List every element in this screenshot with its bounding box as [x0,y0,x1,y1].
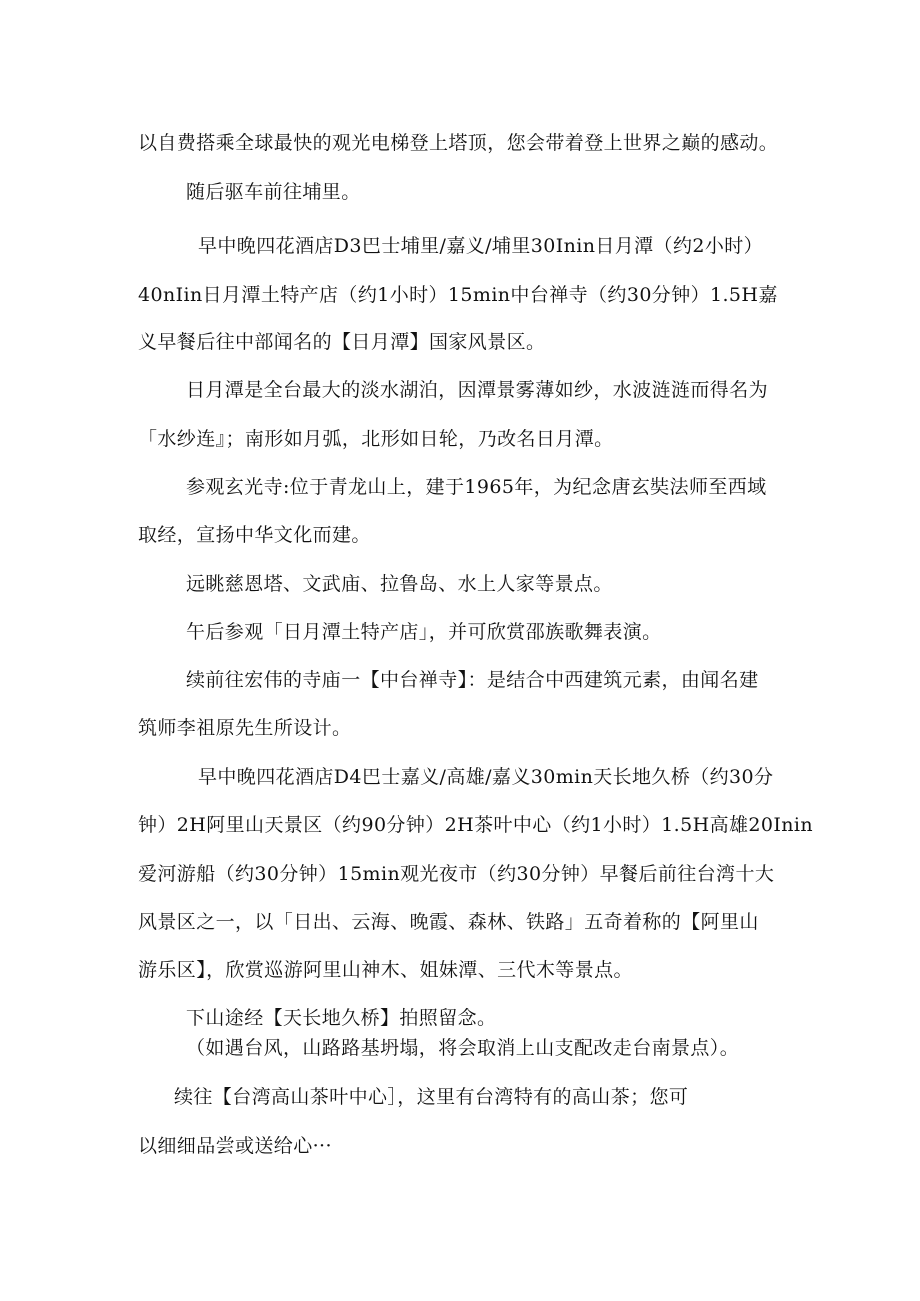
paragraph-line: 远眺慈恩塔、文武庙、拉鲁岛、水上人家等景点。 [186,573,613,595]
paragraph-line: 「水纱连』；南形如月弧，北形如日轮，乃改名日月潭。 [138,428,614,450]
paragraph-line: 40nIin日月潭土特产店（约1小时）15min中台禅寺（约30分钟）1.5H嘉 [138,284,778,306]
paragraph-line: 风景区之一，以「日出、云海、晚霞、森林、铁路」五奇着称的【阿里山 [138,911,759,933]
paragraph-line: （如遇台风，山路路基坍塌，将会取消上山支配改走台南景点）。 [186,1037,740,1059]
paragraph-line: 下山途经【天长地久桥】拍照留念。 [186,1007,497,1029]
paragraph-line: 续往【台湾高山茶叶中心］，这里有台湾特有的高山茶；您可 [174,1086,689,1108]
paragraph-line: 筑师李祖原先生所设计。 [138,717,352,739]
paragraph-line: 续前往宏伟的寺庙一【中台禅寺】：是结合中西建筑元素，由闻名建 [186,669,759,691]
paragraph-line: 以自费搭乘全球最快的观光电梯登上塔顶，您会带着登上世界之巅的感动。 [138,132,779,154]
paragraph-line: 参观玄光寺:位于青龙山上，建于1965年，为纪念唐玄奘法师至西域 [186,476,767,498]
paragraph-line: 钟）2H阿里山天景区（约90分钟）2H茶叶中心（约1小时）1.5H高雄20Inin [138,814,813,836]
paragraph-line: 随后驱车前往埔里。 [186,181,361,203]
paragraph-line: 取经，宣扬中华文化而建。 [138,524,371,546]
paragraph-line: 以细细品尝或送给心··· [138,1135,332,1157]
paragraph-line: 爱河游船（约30分钟）15min观光夜市（约30分钟）早餐后前往台湾十大 [138,863,775,885]
paragraph-line: 早中晚四花酒店D4巴士嘉义/高雄/嘉义30min天长地久桥（约30分 [198,766,774,788]
paragraph-line: 午后参观「日月潭土特产店」，并可欣赏邵族歌舞表演。 [186,621,662,643]
paragraph-line: 游乐区】，欣赏巡游阿里山神木、姐妹潭、三代木等景点。 [138,959,633,981]
paragraph-line: 早中晚四花酒店D3巴士埔里/嘉义/埔里30Inin日月潭（约2小时） [198,235,764,257]
paragraph-line: 日月潭是全台最大的淡水湖泊，因潭景雾薄如纱，水波涟涟而得名为 [186,379,769,401]
paragraph-line: 义早餐后往中部闻名的【日月潭】国家风景区。 [138,331,546,353]
